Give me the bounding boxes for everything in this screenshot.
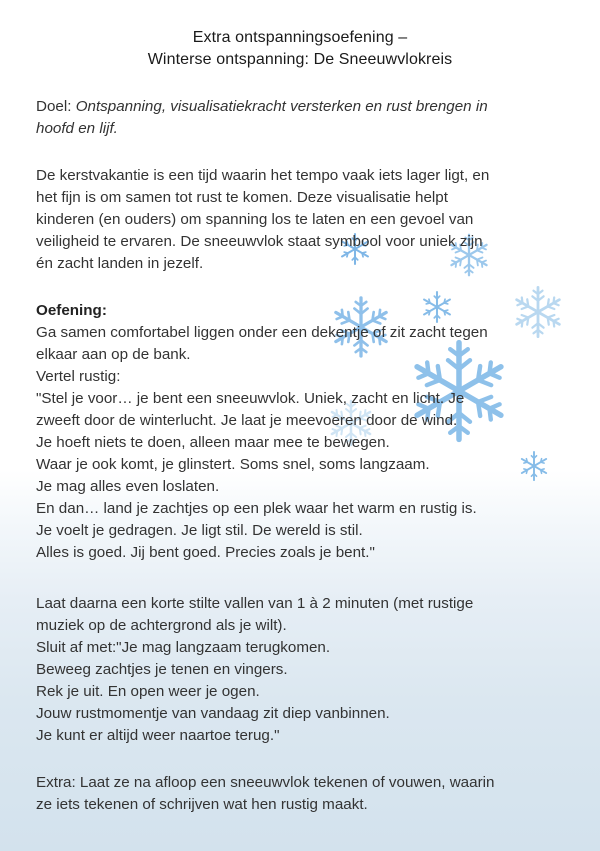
intro-line: veiligheid te ervaren. De sneeuwvlok staat symbool voor uniek zijn: [36, 233, 483, 250]
closing-line: Jouw rustmomentje van vandaag zit diep vanbinnen.: [36, 705, 390, 722]
goal-line: [36, 96, 581, 118]
exercise-line: Ga samen comfortabel liggen onder een dekentje of zit zacht tegen: [36, 324, 488, 341]
exercise-line: elkaar aan op de bank.: [36, 346, 191, 363]
intro-line: het fijn is om samen tot rust te komen. Deze visualisatie helpt: [36, 189, 448, 206]
exercise-line: "Stel je voor… je bent een sneeuwvlok. Uniek, zacht en licht. Je: [36, 390, 465, 407]
closing-line: Beweeg zachtjes je tenen en vingers.: [36, 661, 288, 678]
goal-label: Doel:: [36, 98, 76, 115]
closing-line: Laat daarna een korte stilte vallen van 1 à 2 minuten (met rustige: [36, 595, 474, 612]
intro-line: De kerstvakantie is een tijd waarin het tempo vaak iets lager ligt, en: [36, 167, 490, 184]
extra-line: ze iets tekenen of schrijven wat hen rustig maakt.: [36, 796, 368, 813]
exercise-line: Alles is goed. Jij bent goed. Precies zoals je bent.": [36, 544, 375, 561]
extra-line: Extra: Laat ze na afloop een sneeuwvlok tekenen of vouwen, waarin: [36, 774, 495, 791]
exercise-line: Je voelt je gedragen. Je ligt stil. De wereld is stil.: [36, 522, 363, 539]
exercise-line: Je hoeft niets te doen, alleen maar mee te bewegen.: [36, 434, 390, 451]
exercise-line: Je mag alles even loslaten.: [36, 478, 220, 495]
exercise-heading: Oefening:: [36, 302, 107, 319]
closing-line: Rek je uit. En open weer je ogen.: [36, 683, 260, 700]
intro-line: kinderen (en ouders) om spanning los te laten en een gevoel van: [36, 211, 474, 228]
page-title: Extra ontspanningsoefening –: [192, 29, 408, 46]
exercise-line: zweeft door de winterlucht. Je laat je meevoeren door de wind.: [36, 412, 458, 429]
closing-line: Je kunt er altijd weer naartoe terug.": [36, 727, 280, 744]
exercise-line: Vertel rustig:: [36, 368, 121, 385]
closing-line: Sluit af met:"Je mag langzaam terugkomen.: [36, 639, 331, 656]
page-subtitle: Winterse ontspanning: De Sneeuwvlokreis: [147, 51, 453, 68]
goal-text: Ontspanning, visualisatiekracht versterken en rust brengen in: [75, 98, 488, 115]
closing-line: muziek op de achtergrond als je wilt).: [36, 617, 287, 634]
exercise-line: Waar je ook komt, je glinstert. Soms snel, soms langzaam.: [36, 456, 430, 473]
exercise-line: En dan… land je zachtjes op een plek waar het warm en rustig is.: [36, 500, 477, 517]
goal-text: hoofd en lijf.: [36, 120, 118, 137]
intro-line: én zacht landen in jezelf.: [36, 255, 204, 272]
